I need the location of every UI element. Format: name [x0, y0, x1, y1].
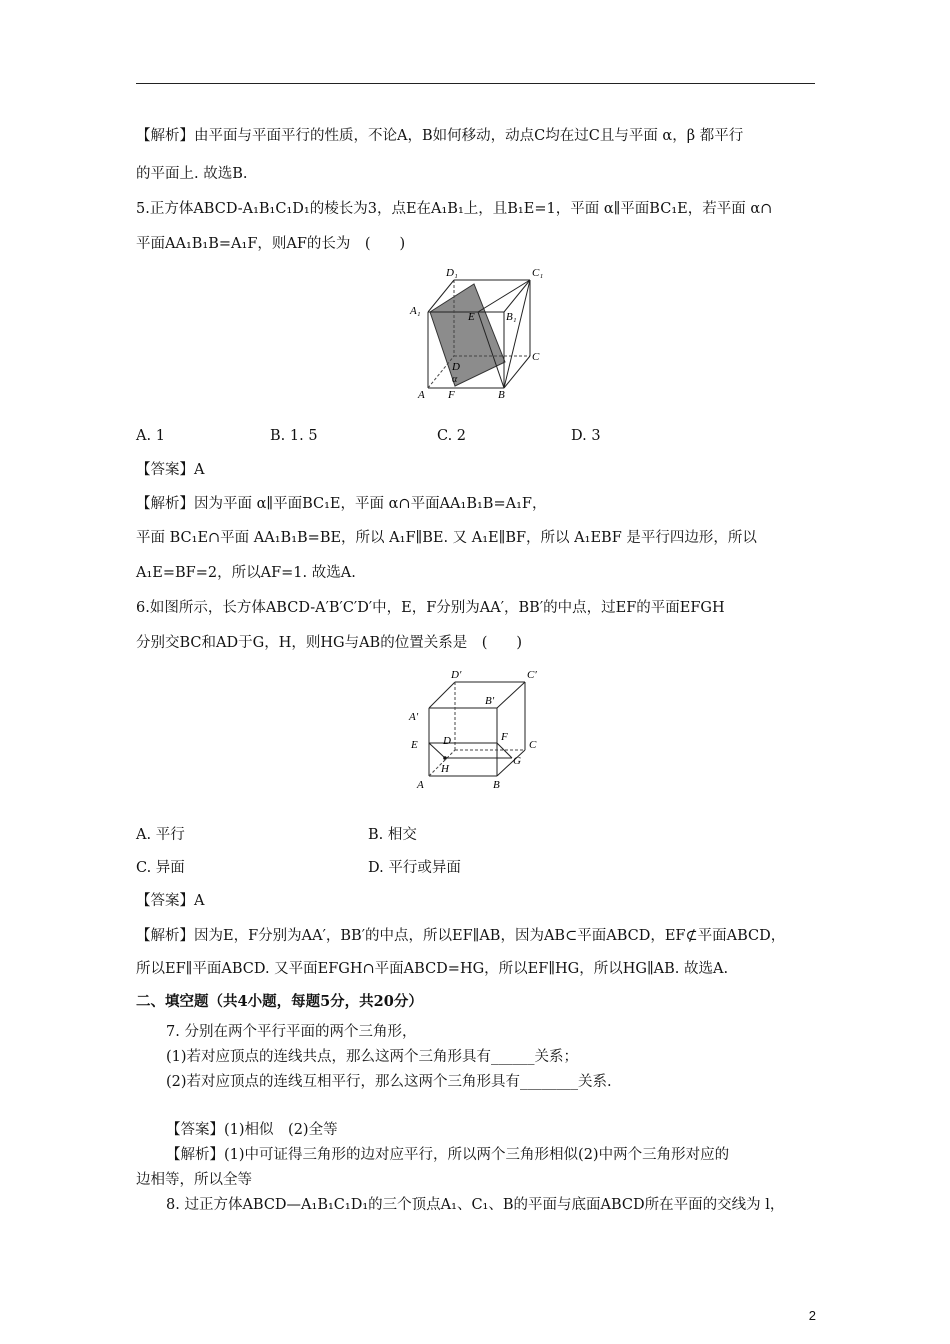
- label-d1: D₁: [446, 267, 458, 279]
- label-c-prime: C′: [527, 669, 537, 681]
- label-alpha: α: [452, 374, 458, 385]
- label-e: E: [411, 739, 418, 751]
- question-8: 8. 过正方体ABCD—A₁B₁C₁D₁的三个顶点A₁、C₁、B的平面与底面ABCD所在平面的交线为 l，: [166, 1197, 785, 1213]
- option-d: D. 3: [571, 428, 601, 444]
- label-c: C: [529, 739, 537, 751]
- option-b: B. 1. 5: [270, 428, 318, 444]
- header-rule: [136, 83, 815, 84]
- text-line: 平面AA₁B₁B=A₁F，则AF的长为 ( ): [136, 236, 406, 252]
- answer-label: 【答案】A: [136, 893, 205, 909]
- section-heading: 二、填空题（共4小题，每题5分，共20分）: [136, 993, 423, 1010]
- label-c1: C₁: [532, 267, 544, 279]
- text-line: 平面 BC₁E∩平面 AA₁B₁B=BE，所以 A₁F∥BE. 又 A₁E∥BF，所以 A₁EBF 是平行四边形，所以: [136, 530, 757, 546]
- label-g: G: [513, 755, 521, 767]
- text-line: 所以EF∥平面ABCD. 又平面EFGH∩平面ABCD=HG，所以EF∥HG，所以HG∥AB. 故选A.: [136, 961, 729, 977]
- text-line: A₁E=BF=2，所以AF=1. 故选A.: [136, 565, 356, 581]
- option-a: A. 1: [136, 428, 165, 444]
- answer-label: 【答案】A: [136, 462, 205, 478]
- label-b: B: [493, 779, 500, 791]
- answer-label: 【答案】(1)相似 (2)全等: [166, 1122, 338, 1138]
- text-line: 【解析】由平面与平面平行的性质，不论A，B如何移动，动点C均在过C且与平面 α，β 都平行: [136, 128, 744, 144]
- page-number: 2: [808, 1308, 816, 1323]
- label-a1: A₁: [410, 305, 421, 317]
- label-d: D: [443, 735, 451, 747]
- shaded-plane: [430, 284, 505, 386]
- label-h: H: [441, 763, 449, 775]
- question-7: 7. 分别在两个平行平面的两个三角形，: [166, 1024, 417, 1040]
- label-d-prime: D′: [451, 669, 462, 681]
- label-f: F: [448, 389, 455, 401]
- option-c: C. 2: [437, 428, 467, 444]
- option-b: B. 相交: [368, 827, 417, 843]
- text-line: 分别交BC和AD于G，H，则HG与AB的位置关系是 ( ): [136, 635, 523, 651]
- text-line: 【解析】因为平面 α∥平面BC₁E，平面 α∩平面AA₁B₁B=A₁F，: [136, 496, 547, 512]
- text-line: (1)若对应顶点的连线共点，那么这两个三角形具有______关系；: [166, 1049, 579, 1065]
- figure-q6-cuboid: [405, 666, 555, 794]
- question-5: 5.正方体ABCD-A₁B₁C₁D₁的棱长为3，点E在A₁B₁上，且B₁E=1，平面 α∥平面BC₁E，若平面 α∩: [136, 201, 773, 217]
- label-e: E: [468, 311, 475, 323]
- label-a-prime: A′: [409, 711, 419, 723]
- label-a: A: [418, 389, 425, 401]
- label-a: A: [417, 779, 424, 791]
- label-f: F: [501, 731, 508, 743]
- option-a: A. 平行: [136, 827, 185, 843]
- text-line: 【解析】(1)中可证得三角形的边对应平行，所以两个三角形相似(2)中两个三角形对应的: [166, 1147, 730, 1163]
- label-b1: B₁: [506, 311, 517, 323]
- label-b-prime: B′: [485, 695, 495, 707]
- text-line: 的平面上. 故选B.: [136, 166, 248, 182]
- option-d: D. 平行或异面: [368, 860, 461, 876]
- figure-q5-cube: [408, 262, 558, 404]
- option-c: C. 异面: [136, 860, 185, 876]
- text-line: 边相等，所以全等: [136, 1172, 252, 1188]
- text-line: 【解析】因为E，F分别为AA′，BB′的中点，所以EF∥AB，因为AB⊂平面ABCD，EF⊄平面ABCD，: [136, 928, 786, 944]
- label-d: D: [452, 361, 460, 373]
- label-c: C: [532, 351, 540, 363]
- label-b: B: [498, 389, 505, 401]
- text-line: (2)若对应顶点的连线互相平行，那么这两个三角形具有________关系.: [166, 1074, 612, 1090]
- question-6: 6.如图所示，长方体ABCD-A′B′C′D′中，E，F分别为AA′，BB′的中点，过EF的平面EFGH: [136, 600, 725, 616]
